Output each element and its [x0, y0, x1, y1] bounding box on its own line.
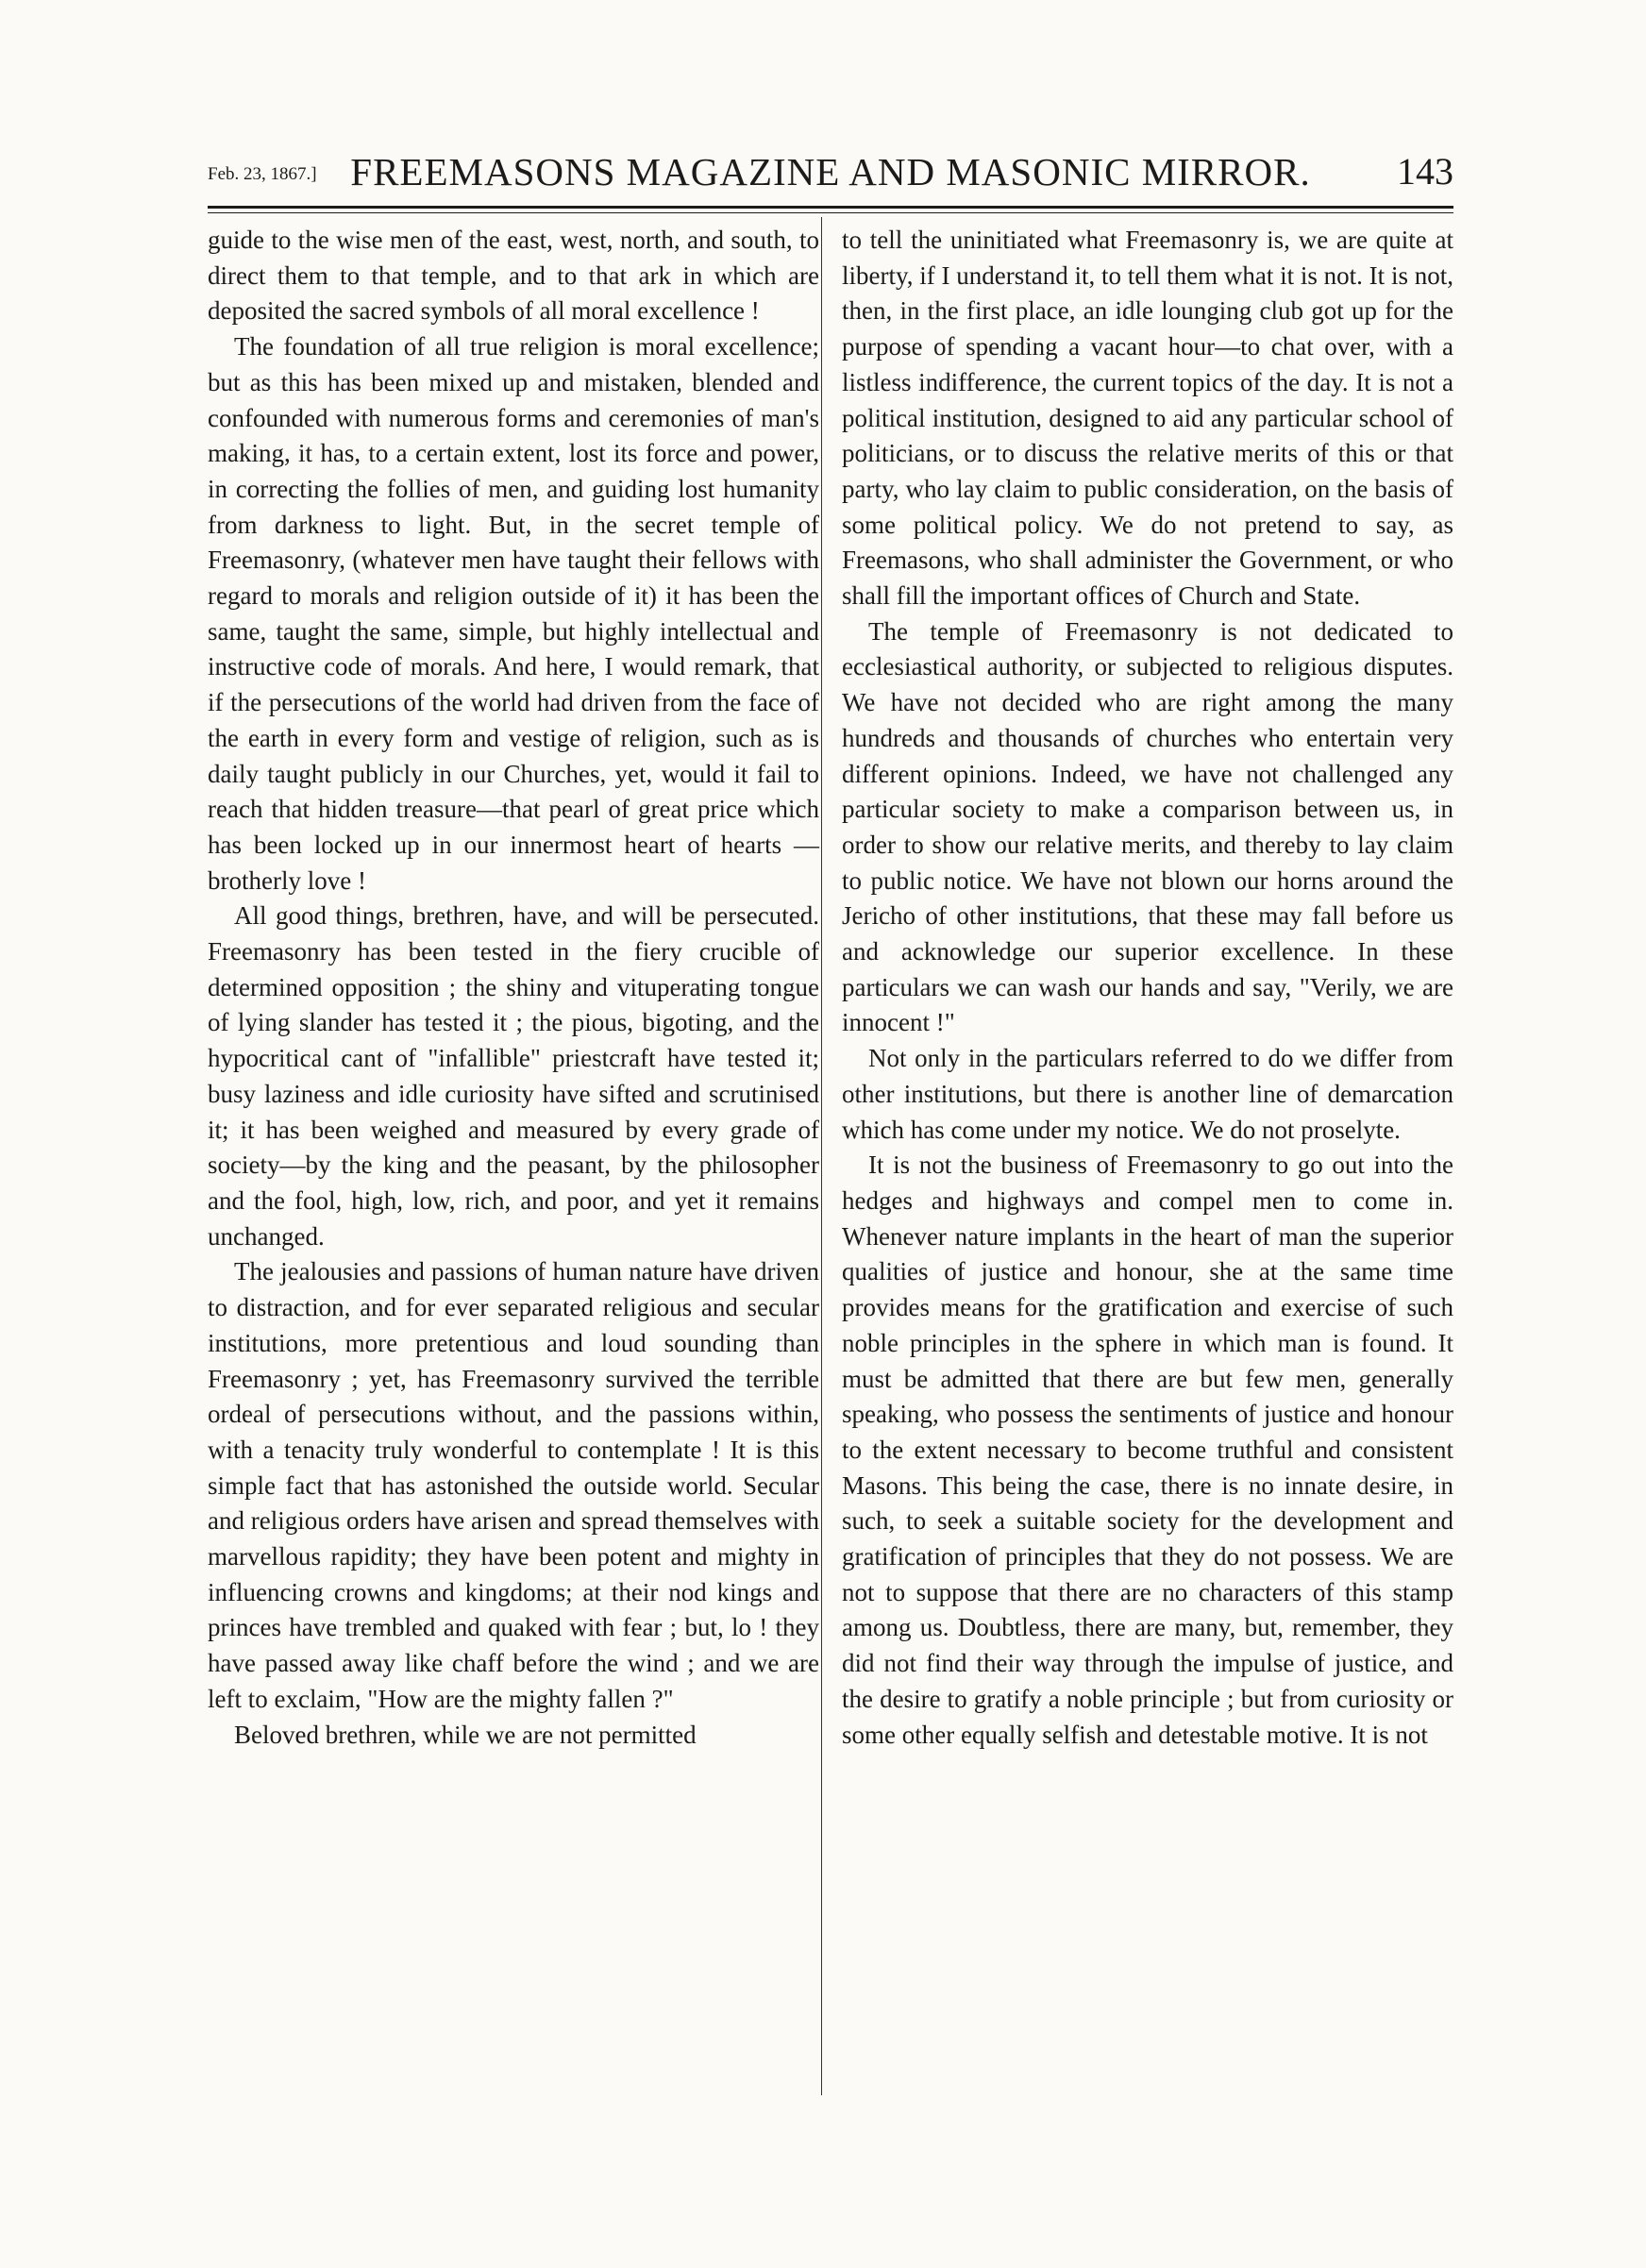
paragraph: The temple of Freemasonry is not dedicated to ecclesiastical authority, or subjected to religious disputes. We have not decided who are right among the many hundreds and thousands of churches who entertain very different opinions. Indeed, we have not challenged any particular society to make a comparison between us, in order to show our relative merits, and thereby to lay claim to public notice. We have not blown our horns around the Jericho of other institutions, that these may fall before us and acknowledge our superior excellence. In these particulars we can wash our hands and say, "Verily, we are innocent !" — [842, 616, 1453, 1037]
header-rule-thick — [208, 206, 1453, 209]
page-header — [208, 149, 1453, 206]
publication-title: FREEMASONS MAGAZINE AND MASONIC MIRROR. — [350, 150, 1311, 193]
paragraph: Beloved brethren, while we are not permitted — [234, 1720, 697, 1749]
paragraph: It is not the business of Freemasonry to go out into the hedges and highways and compel men to come in. Whenever nature implants in the heart of man the superior qualities of justice and honour, she at the same time provides means for the gratification and exercise of such noble principles in the sphere in which man is found. It must be admitted that there are but few men, generally speaking, who possess the sentiments of justice and honour to the extent necessary to become truthful and consistent Masons. This being the case, there is no innate desire, in such, to seek a suitable society for the development and gratification of principles that they do not possess. We are not to suppose that there are no characters of this stamp among us. Doubtless, there are many, but, remember, they did not find their way through the impulse of justice, and the desire to gratify a noble principle ; but from curiosity or some other equally selfish and detestable motive. It is not — [842, 1151, 1453, 1749]
paragraph: Not only in the particulars referred to do we differ from other institutions, but there is another line of demarcation which has come under my notice. We do not proselyte. — [842, 1044, 1453, 1144]
page-number: 143 — [1397, 150, 1453, 193]
header-rule-thin — [208, 212, 1453, 213]
paragraph: guide to the wise men of the east, west, north, and south, to direct them to that temple, and to that ark in which are deposited the sacred symbols of all moral excellence ! — [208, 226, 819, 326]
column-divider — [821, 217, 822, 2095]
issue-date: Feb. 23, 1867.] — [208, 164, 317, 184]
paragraph: The jealousies and passions of human nature have driven to distraction, and for ever separated religious and secular institutions, more pretentious and loud sounding than Freemasonry ; yet, has Freemasonry survived the terrible ordeal of persecutions without, and the passions within, with a tenacity truly wonderful to contemplate ! It is this simple fact that has astonished the outside world. Secular and religious orders have arisen and spread themselves with marvellous rapidity; they have been potent and mighty in influencing crowns and kingdoms; at their nod kings and princes have trembled and quaked with fear ; but, lo ! they have passed away like chaff before the wind ; and we are left to exclaim, "How are the mighty fallen ?" — [208, 1257, 819, 1713]
paragraph: to tell the uninitiated what Freemasonry is, we are quite at liberty, if I understand it, to tell them what it is not. It is not, then, in the first place, an idle lounging club got up for the purpose of spending a vacant hour—to chat over, with a listless indifference, the current topics of the day. It is not a political institution, designed to aid any particular school of politicians, or to discuss the relative merits of this or that party, who lay claim to public consideration, on the basis of some political policy. We do not pretend to say, as Freemasons, who shall administer the Government, or who shall fill the important offices of Church and State. — [842, 226, 1453, 611]
left-column — [208, 223, 819, 1753]
right-column — [842, 223, 1453, 1753]
paragraph: The foundation of all true religion is moral excellence; but as this has been mixed up and mistaken, blended and confounded with numerous forms and ceremonies of man's making, it has, to a certain extent, lost its force and power, in correcting the follies of men, and guiding lost humanity from darkness to light. But, in the secret temple of Freemasonry, (whatever men have taught their fellows with regard to morals and religion outside of it) it has been the same, taught the same, simple, but highly intellectual and instructive code of morals. And here, I would remark, that if the persecutions of the world had driven from the face of the earth in every form and vestige of religion, such as is daily taught publicly in our Churches, yet, would it fail to reach that hidden treasure—that pearl of great price which has been locked up in our innermost heart of hearts —brotherly love ! — [208, 332, 819, 895]
paragraph: All good things, brethren, have, and will be persecuted. Freemasonry has been tested in the fiery crucible of determined opposition ; the shiny and vituperating tongue of lying slander has tested it ; the pious, bigoting, and the hypocritical cant of "infallible" priestcraft have tested it; busy laziness and idle curiosity have sifted and scrutinised it; it has been weighed and measured by every grade of society—by the king and the peasant, by the philosopher and the fool, high, low, rich, and poor, and yet it remains unchanged. — [208, 901, 819, 1251]
